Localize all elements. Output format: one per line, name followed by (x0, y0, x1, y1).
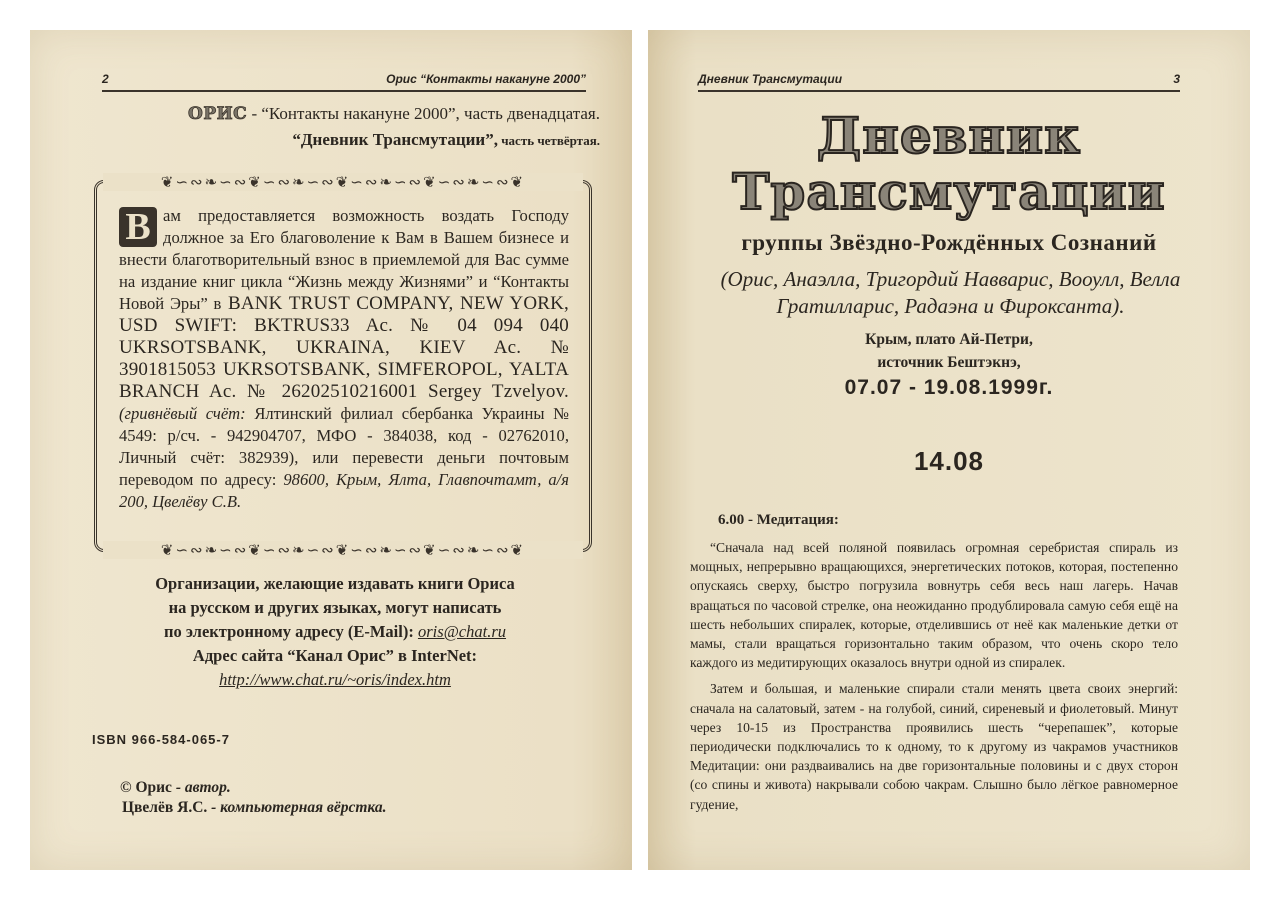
bank-details: BANK TRUST COMPANY, NEW YORK, USD SWIFT: BKTRUS33 Ac. № 04 094 040 UKRSOTSBANK, UKRAINA, KIEV Ac. № 3901815053 UKRSOTSBANK, SIMFEROPOL, YALTA BRANCH Ac. № 26202510216001 Sergey Tzvelyov. (119, 293, 569, 402)
paragraph: Затем и большая, и маленькие спирали стали менять цвета своих энергий: сначала на салатовый, затем - на голубой, синий, сиреневый и фиолетовый. Минут через 10-15 из Пространства проявились шесть “черепашек”, которые периодически подключались то к одному, то к другому из чакрамов участников Медитации: они раздваивались на две горизонтальные половины и с двух сторон (со спины и живота) накрывали собою чакрам. Слышно было лёгкое равномерное гудение, (690, 681, 1178, 812)
running-header (102, 68, 586, 92)
orgs-line-3-text: по электронному адресу (E-Mail): (163, 622, 418, 641)
running-title: Орис “Контакты накануне 2000” (386, 72, 586, 86)
running-header (698, 68, 1180, 92)
credit-layout-name: Цвелёв Я.С. (122, 799, 208, 816)
orgs-line-2: на русском и других языках, могут написать (168, 598, 502, 617)
donation-text-2: Ялтинский филиал сбербанка Украины № 4549: р/сч. - 942904707, МФО - 384038, код - 02762010, Личный счёт: 382939), или перевести деньги почтовым переводом по адресу: (119, 404, 570, 489)
series-book-part: часть четвёртая. (497, 133, 600, 148)
orgs-line-3 (100, 620, 570, 644)
running-title: Дневник Трансмутации (698, 72, 843, 86)
credits (120, 778, 387, 818)
page-number: 2 (102, 72, 109, 86)
orgs-line-4: Адрес сайта “Канал Орис” в InterNet: (192, 646, 478, 665)
credit-author-role: - автор. (171, 779, 231, 796)
postal-address: 98600, Крым, Ялта, Главпочтамт, а/я 200, Цвелёву С.В. (119, 470, 569, 511)
left-page (30, 30, 632, 870)
subtitle: группы Звёздно-Рождённых Сознаний (741, 230, 1157, 255)
book-title-line-1: Дневник (816, 106, 1082, 165)
day-heading: 14.08 (913, 446, 985, 476)
ornament-bottom: ❦∽∾❧∽∾❦∽∾❧∽∾❦∽∾❧∽∾❦∽∾❧∽∾❦ (103, 541, 583, 559)
website-link[interactable]: http://www.chat.ru/~oris/index.htm (219, 670, 451, 689)
location-line-1: Крым, плато Ай-Петри, (865, 331, 1033, 348)
session-heading: 6.00 - Медитация: (718, 512, 839, 528)
dropcap: В (119, 207, 157, 247)
series-book-title: “Дневник Трансмутации”, (292, 130, 498, 149)
credit-layout-role: - компьютерная вёрстка. (207, 799, 387, 816)
donation-frame (94, 173, 592, 559)
right-page (648, 30, 1250, 870)
publishers-notice (100, 572, 570, 692)
participants: (Орис, Анаэлла, Тригордий Наввaрис, Вооулл, Велла Гратилларис, Радаэна и Фироксанта). (720, 267, 1181, 318)
body-text (690, 538, 1178, 821)
paragraph: “Сначала над всей поляной появилась огромная серебристая спираль из мощных, непрерывно вращающихся, энергетических потоков, которая, постепенно опускаясь сверху, быстро погрузила вовнутрь себя весь наш лагерь. Начав вращаться по часовой стрелке, она неожиданно продублировала самую себя ещё на шесть небольших спиралек, которые, отделившись от неё как маленькие детки от мамы, стали вращаться горизонтально таким образом, что очень скоро тело каждого из медитирующих оказалось внутри одной из спиралек. (690, 540, 1178, 671)
location-line-2: источник Бештэкнэ, (877, 354, 1021, 371)
series-line-1 (100, 104, 600, 124)
series-line-1-text: - “Контакты накануне 2000”, часть двенадцатая. (247, 104, 600, 123)
location (648, 328, 1250, 374)
credit-author-name: © Орис (120, 779, 172, 796)
credit-author (120, 778, 387, 798)
credit-layout (120, 798, 387, 818)
book-title-line-2: Трансмутации (732, 162, 1166, 221)
donation-text-2-italic: (гривнёвый счёт: (119, 404, 246, 423)
donation-text (119, 205, 569, 513)
ornament-top: ❦∽∾❧∽∾❦∽∾❧∽∾❦∽∾❧∽∾❦∽∾❧∽∾❦ (103, 173, 583, 191)
date-range: 07.07 - 19.08.1999г. (844, 376, 1054, 399)
series-line-2 (100, 130, 600, 150)
email-link[interactable]: oris@chat.ru (417, 622, 507, 641)
orgs-line-1: Организации, желающие издавать книги Ориса (155, 574, 515, 593)
book-title (648, 108, 1250, 220)
donation-text-1: ам предоставляется возможность воздать Господу должное за Его благоволение к Вам в Вашем бизнесе и внести благотворительный взнос в приемлемой для Вас сумме на издание книг цикла “Жизнь между Жизнями” и “Контакты Новой Эры” в (119, 206, 569, 313)
oris-logo: ОРИС (188, 104, 248, 124)
page-number: 3 (1173, 72, 1180, 86)
isbn: ISBN 966-584-065-7 (92, 732, 230, 747)
